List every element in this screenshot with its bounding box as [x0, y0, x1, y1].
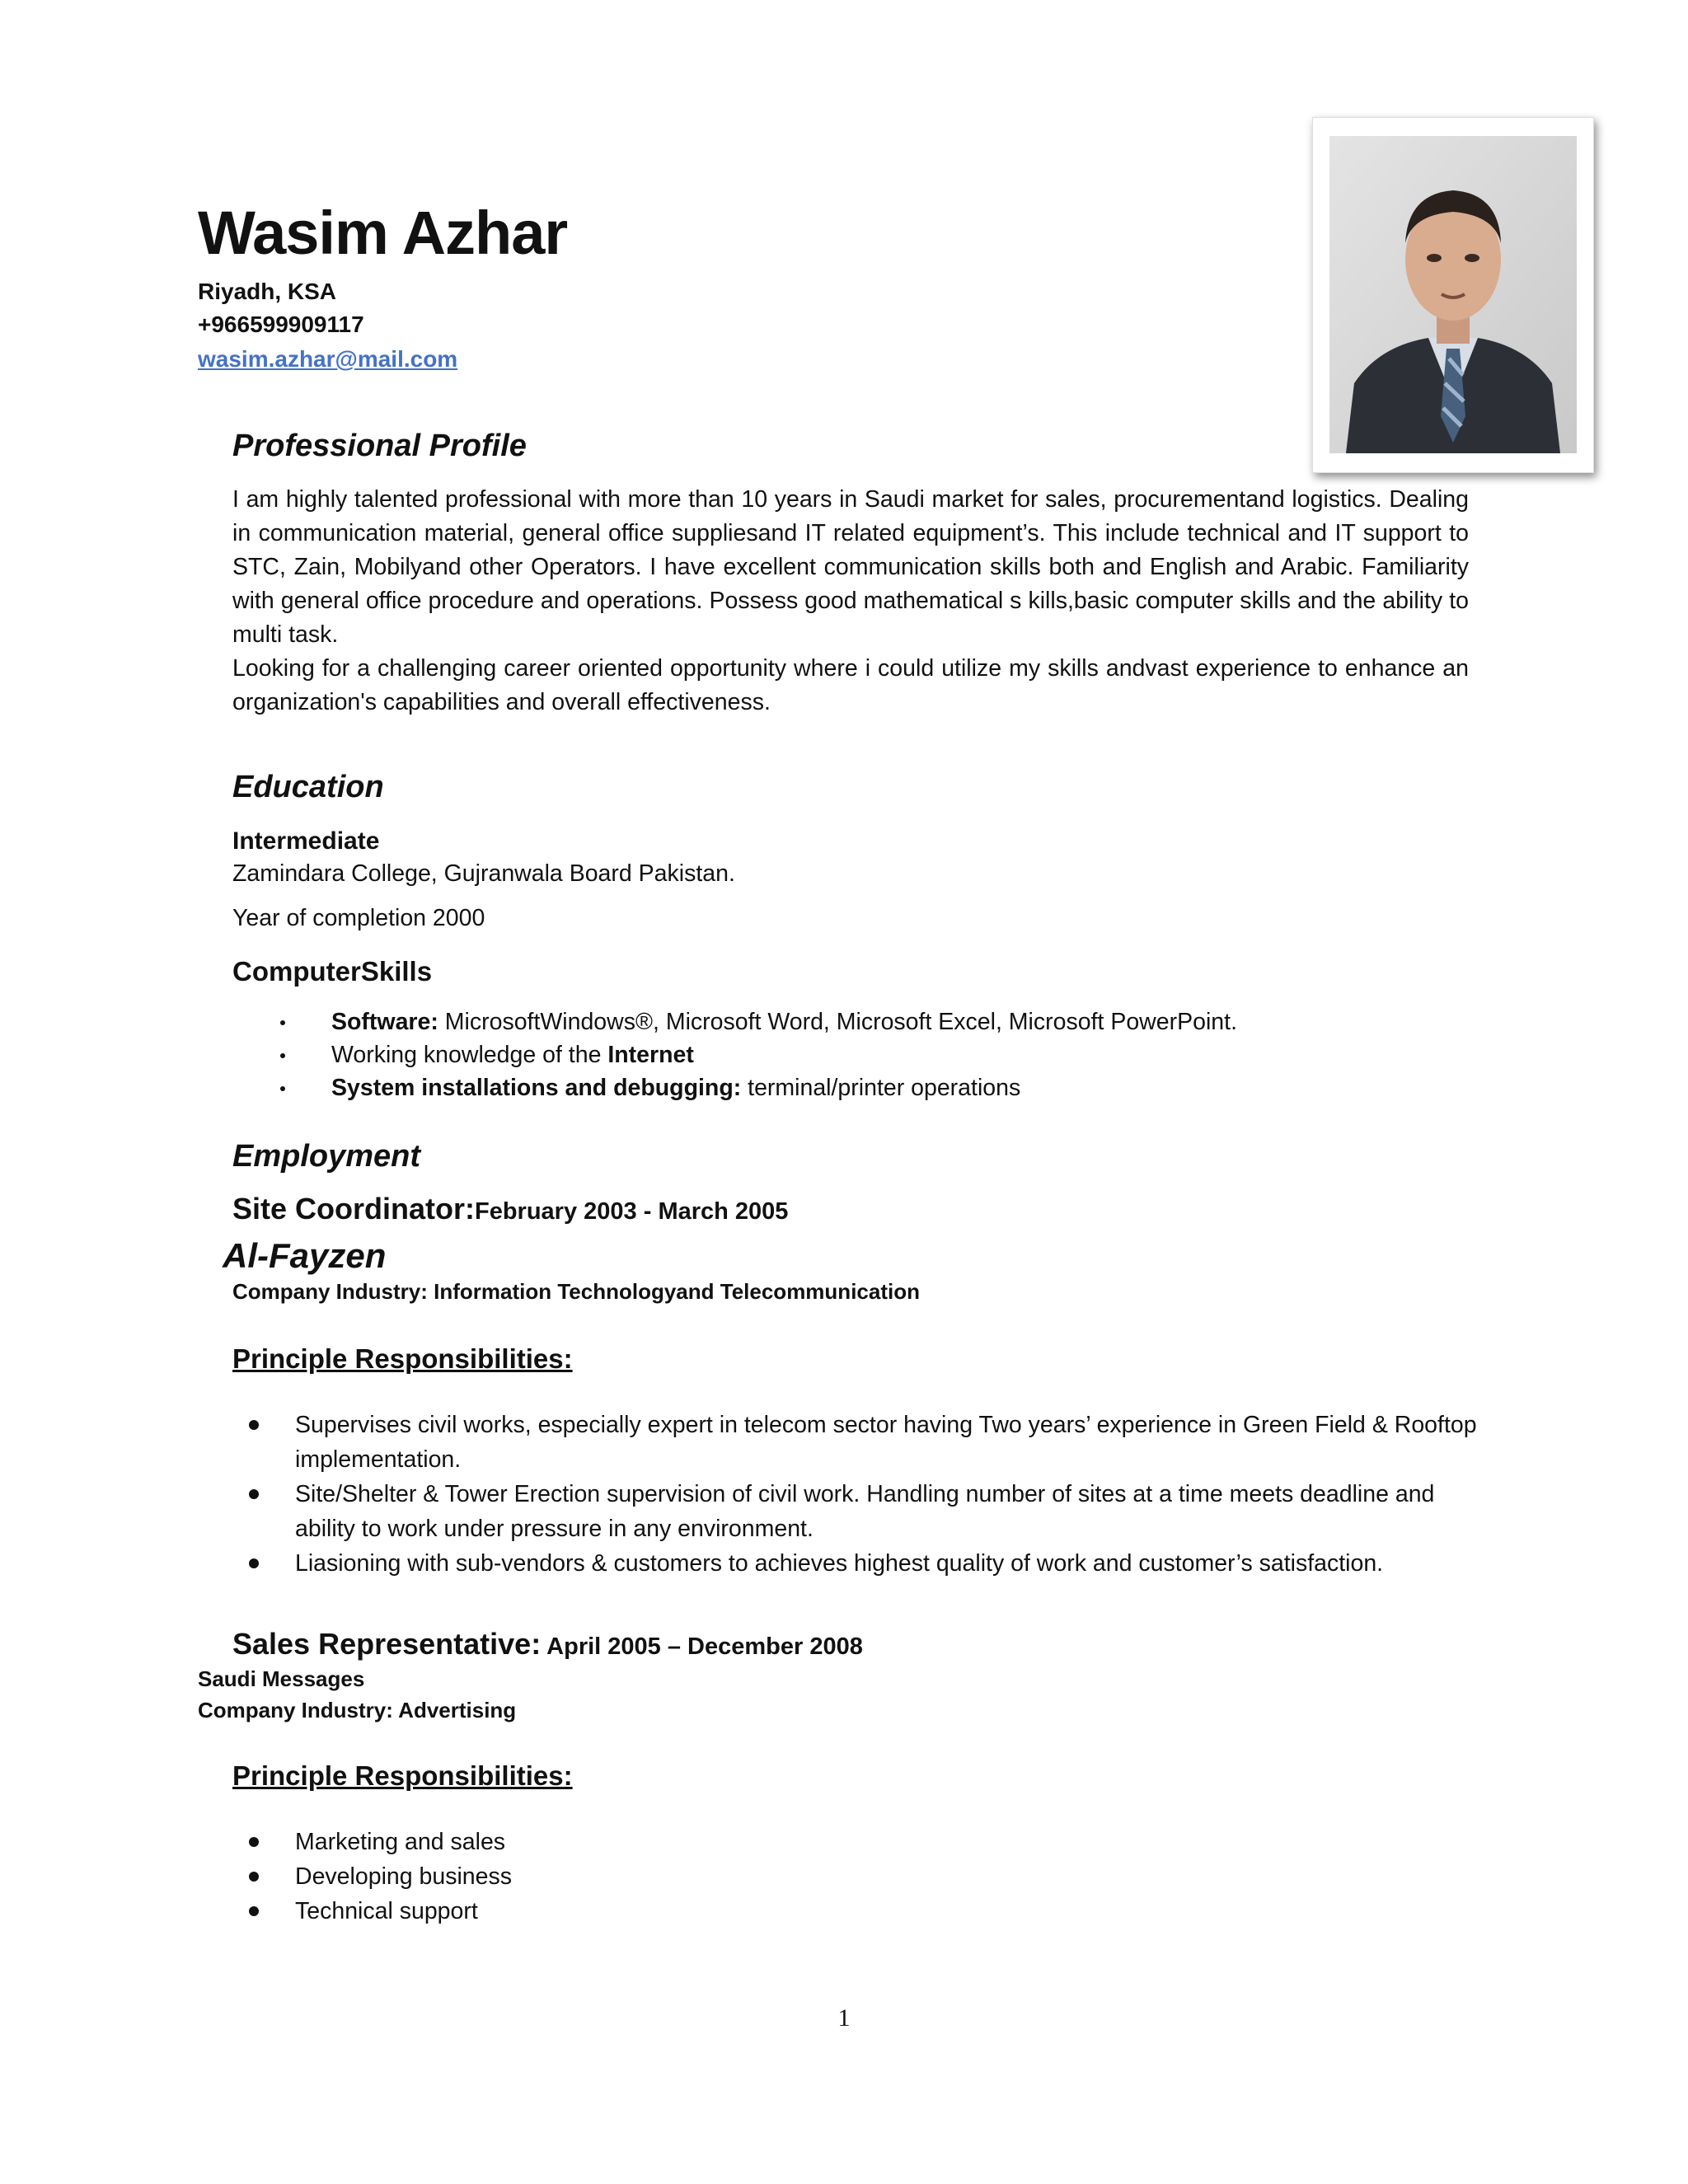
- list-item: System installations and debugging: terminal/printer operations: [232, 1071, 1469, 1104]
- list-item: Site/Shelter & Tower Erection supervision of civil work. Handling number of sites at a time meets deadline and ability to work under pressure in any environment.: [232, 1477, 1485, 1546]
- job-company: Al-Fayzen: [223, 1236, 387, 1275]
- bullet-icon: [249, 1558, 259, 1568]
- phone-number: +966599909117: [198, 312, 364, 337]
- job-dates: April 2005 – December 2008: [541, 1633, 863, 1660]
- bullet-icon: [249, 1420, 259, 1430]
- responsibilities-list: [232, 1825, 1485, 1929]
- job-industry: Company Industry: Advertising: [198, 1698, 517, 1722]
- section-heading-employment: Employment: [232, 1139, 421, 1174]
- education-degree: Intermediate: [232, 827, 380, 855]
- job-company: Saudi Messages: [198, 1666, 365, 1691]
- bullet-icon: [280, 1053, 285, 1058]
- bullet-icon: [280, 1020, 285, 1025]
- profile-paragraph: Looking for a challenging career oriented opportunity where i could utilize my skills andvast experience to enhance an organization's capabilities and overall effectiveness.: [232, 655, 1469, 715]
- job-dates: February 2003 - March 2005: [475, 1198, 789, 1225]
- bullet-icon: [249, 1872, 259, 1882]
- bullet-icon: [280, 1086, 285, 1091]
- location: Riyadh, KSA: [198, 279, 337, 304]
- bullet-icon: [249, 1489, 259, 1499]
- bullet-icon: [249, 1906, 259, 1916]
- responsibilities-list: [232, 1408, 1485, 1581]
- list-item: Software: MicrosoftWindows®, Microsoft Word, Microsoft Excel, Microsoft PowerPoint.: [232, 1005, 1469, 1038]
- job-title: Site Coordinator:February 2003 - March 2005: [232, 1192, 789, 1226]
- page-number: 1: [837, 2004, 851, 2032]
- candidate-name: Wasim Azhar: [198, 199, 568, 267]
- list-item: Working knowledge of the Internet: [232, 1038, 1469, 1071]
- portrait-image: [1329, 136, 1577, 453]
- responsibilities-heading: Principle Responsibilities:: [232, 1760, 573, 1791]
- bullet-icon: [249, 1837, 259, 1847]
- profile-text: [232, 483, 1469, 719]
- list-item: Marketing and sales: [232, 1825, 1485, 1859]
- section-heading-computer-skills: ComputerSkills: [232, 956, 433, 987]
- profile-paragraph: I am highly talented professional with more than 10 years in Saudi market for sales, procurementand logistics. Dealing in communication material, general office suppliesand IT related equipment’s. This include technical and IT support to STC, Zain, Mobilyand other Operators. I have excellent communication skills both and English and Arabic. Familiarity with general office procedure and operations. Possess good mathematical s kills,basic computer skills and the ability to multi task.: [232, 486, 1469, 648]
- list-item: Supervises civil works, especially expert in telecom sector having Two years’ experience in Green Field & Rooftop implementation.: [232, 1408, 1485, 1477]
- list-item: Technical support: [232, 1894, 1485, 1929]
- job-industry: Company Industry: Information Technologyand Telecommunication: [232, 1279, 920, 1304]
- responsibilities-heading: Principle Responsibilities:: [232, 1343, 573, 1374]
- education-institution: Zamindara College, Gujranwala Board Pakistan.: [232, 860, 735, 887]
- list-item: Developing business: [232, 1859, 1485, 1894]
- computer-skills-list: [232, 1005, 1469, 1104]
- section-heading-education: Education: [232, 770, 384, 804]
- email-link[interactable]: wasim.azhar@mail.com: [198, 346, 458, 372]
- section-heading-profile: Professional Profile: [232, 429, 527, 463]
- profile-photo: [1312, 117, 1594, 473]
- education-completion: Year of completion 2000: [232, 905, 485, 931]
- job-title: Sales Representative: April 2005 – December 2008: [232, 1627, 863, 1661]
- list-item: Liasioning with sub-vendors & customers to achieves highest quality of work and customer’s satisfaction.: [232, 1546, 1485, 1581]
